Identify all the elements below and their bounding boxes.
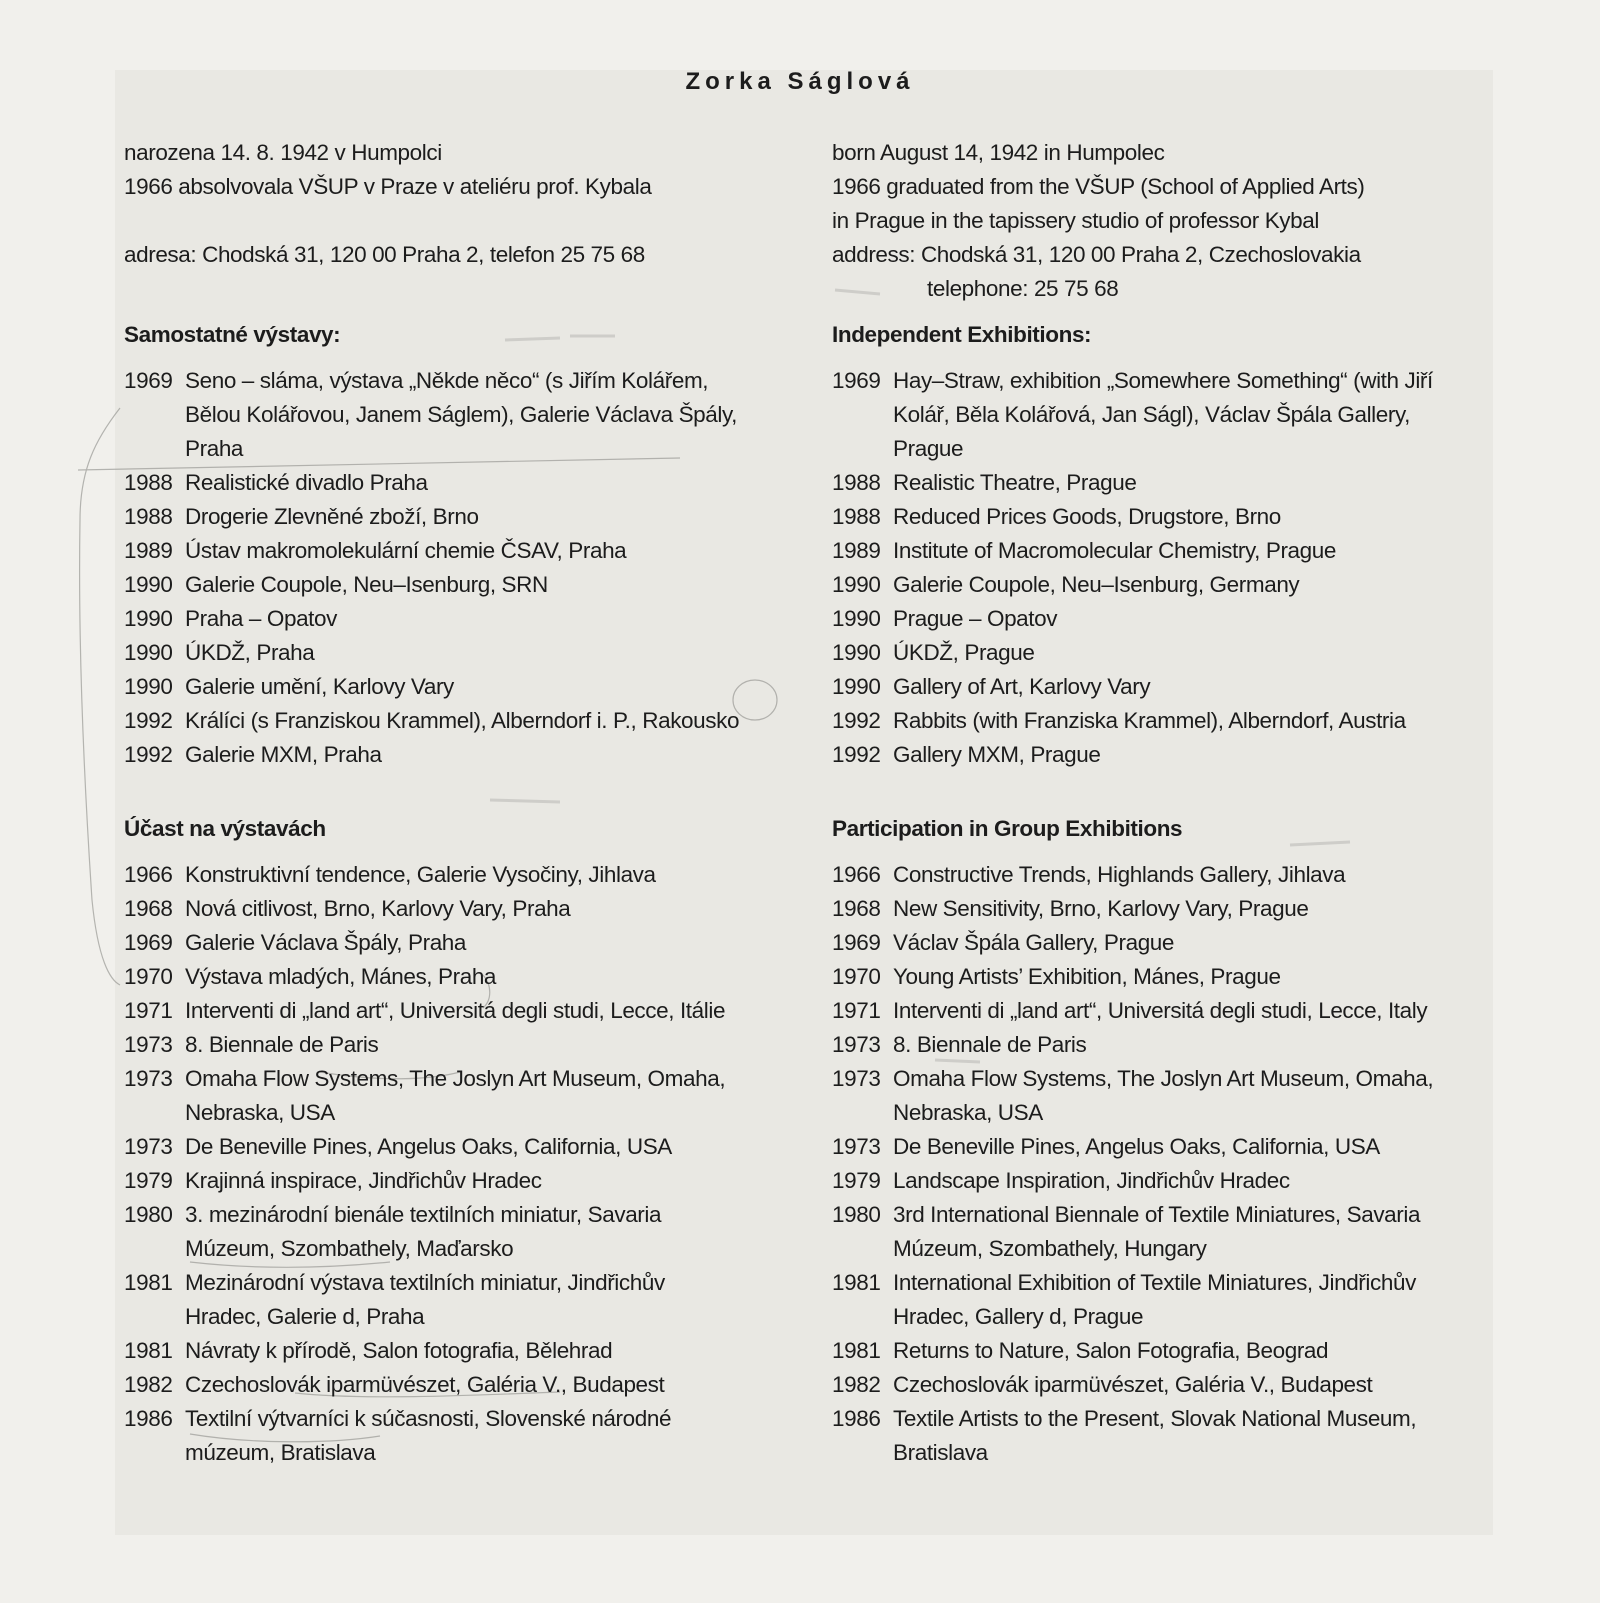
exhibition-year: 1981 (124, 1338, 173, 1363)
exhibition-year: 1992 (124, 742, 173, 767)
exhibition-year: 1986 (832, 1406, 881, 1431)
exhibition-entry (124, 1164, 744, 1198)
telephone-line: telephone: 25 75 68 (927, 276, 1119, 301)
exhibition-text: Constructive Trends, Highlands Gallery, Jihlava (893, 862, 1346, 887)
exhibition-year: 1990 (124, 606, 173, 631)
exhibition-text: Ústav makromolekulární chemie ČSAV, Praha (185, 538, 627, 563)
exhibition-year: 1971 (832, 998, 881, 1023)
exhibition-year: 1988 (124, 504, 173, 529)
exhibition-entry (832, 1028, 1452, 1062)
exhibition-year: 1968 (832, 896, 881, 921)
exhibition-entry (832, 568, 1452, 602)
exhibition-text: 8. Biennale de Paris (893, 1032, 1087, 1057)
exhibition-entry (832, 636, 1452, 670)
exhibition-entry (124, 1334, 744, 1368)
exhibition-year: 1992 (832, 708, 881, 733)
exhibition-entry (832, 670, 1452, 704)
exhibition-year: 1970 (124, 964, 173, 989)
exhibition-text: Interventi di „land art“, Universitá degli studi, Lecce, Itálie (185, 998, 726, 1023)
exhibition-year: 1990 (124, 640, 173, 665)
exhibition-year: 1990 (832, 572, 881, 597)
exhibition-year: 1973 (832, 1134, 881, 1159)
exhibition-year: 1982 (124, 1372, 173, 1397)
exhibition-entry (124, 704, 744, 738)
exhibition-year: 1969 (124, 930, 173, 955)
exhibition-text: Returns to Nature, Salon Fotografia, Beograd (893, 1338, 1329, 1363)
exhibition-year: 1990 (124, 572, 173, 597)
exhibition-year: 1981 (124, 1270, 173, 1295)
exhibition-year: 1968 (124, 896, 173, 921)
exhibition-year: 1973 (124, 1032, 173, 1057)
exhibition-entry (124, 636, 744, 670)
exhibition-year: 1973 (124, 1066, 173, 1091)
exhibition-year: 1969 (832, 930, 881, 955)
exhibition-text: Seno – sláma, výstava „Někde něco“ (s Jiřím Kolářem, Bělou Kolářovou, Janem Ságlem), Galerie Václava Špály, Praha (185, 368, 738, 461)
exhibition-text: Landscape Inspiration, Jindřichův Hradec (893, 1168, 1290, 1193)
exhibition-text: Králíci (s Franziskou Krammel), Alberndorf i. P., Rakousko (185, 708, 740, 733)
exhibition-text: Hay–Straw, exhibition „Somewhere Something“ (with Jiří Kolář, Běla Kolářová, Jan Ságl), Václav Špála Gallery, Prague (893, 368, 1433, 461)
exhibition-year: 1966 (832, 862, 881, 887)
bio-line: in Prague in the tapissery studio of professor Kybal (832, 208, 1319, 233)
exhibition-text: 3. mezinárodní bienále textilních miniatur, Savaria Múzeum, Szombathely, Maďarsko (185, 1202, 662, 1261)
exhibition-entry (832, 1164, 1452, 1198)
exhibition-entry (832, 534, 1452, 568)
group-exhibitions-list (124, 858, 744, 1470)
exhibition-text: Reduced Prices Goods, Drugstore, Brno (893, 504, 1281, 529)
exhibition-entry (124, 364, 744, 466)
group-exhibitions-heading: Účast na výstavách (124, 816, 326, 841)
exhibition-entry (124, 1402, 744, 1470)
exhibition-entry (124, 994, 744, 1028)
exhibition-year: 1986 (124, 1406, 173, 1431)
exhibition-text: Nová citlivost, Brno, Karlovy Vary, Praha (185, 896, 571, 921)
exhibition-year: 1992 (832, 742, 881, 767)
exhibition-text: Young Artists’ Exhibition, Mánes, Prague (893, 964, 1281, 989)
exhibition-entry (124, 960, 744, 994)
solo-exhibitions-heading: Independent Exhibitions: (832, 322, 1092, 347)
exhibition-text: Realistické divadlo Praha (185, 470, 428, 495)
exhibition-text: Prague – Opatov (893, 606, 1058, 631)
exhibition-text: Galerie Václava Špály, Praha (185, 930, 467, 955)
exhibition-text: Textilní výtvarníci k súčasnosti, Slovenské národné múzeum, Bratislava (185, 1406, 672, 1465)
exhibition-text: Praha – Opatov (185, 606, 337, 631)
exhibition-entry (832, 738, 1452, 772)
exhibition-text: Drogerie Zlevněné zboží, Brno (185, 504, 479, 529)
exhibition-text: Galerie Coupole, Neu–Isenburg, SRN (185, 572, 548, 597)
exhibition-entry (124, 602, 744, 636)
exhibition-year: 1988 (832, 504, 881, 529)
exhibition-entry (124, 534, 744, 568)
exhibition-text: Realistic Theatre, Prague (893, 470, 1137, 495)
exhibition-text: Czechoslovák iparmüvészet, Galéria V., Budapest (185, 1372, 665, 1397)
exhibition-year: 1969 (124, 368, 173, 393)
exhibition-text: Galerie MXM, Praha (185, 742, 382, 767)
exhibition-year: 1980 (832, 1202, 881, 1227)
exhibition-year: 1970 (832, 964, 881, 989)
exhibition-text: Textile Artists to the Present, Slovak National Museum, Bratislava (893, 1406, 1417, 1465)
exhibition-year: 1982 (832, 1372, 881, 1397)
exhibition-year: 1969 (832, 368, 881, 393)
exhibition-entry (832, 1266, 1452, 1334)
exhibition-text: New Sensitivity, Brno, Karlovy Vary, Prague (893, 896, 1309, 921)
exhibition-entry (832, 466, 1452, 500)
exhibition-entry (832, 858, 1452, 892)
exhibition-entry (832, 960, 1452, 994)
exhibition-entry (832, 1062, 1452, 1130)
exhibition-text: Omaha Flow Systems, The Joslyn Art Museum, Omaha, Nebraska, USA (185, 1066, 726, 1125)
exhibition-text: Mezinárodní výstava textilních miniatur, Jindřichův Hradec, Galerie d, Praha (185, 1270, 665, 1329)
exhibition-entry (124, 1198, 744, 1266)
exhibition-entry (124, 1130, 744, 1164)
exhibition-text: De Beneville Pines, Angelus Oaks, California, USA (185, 1134, 672, 1159)
exhibition-year: 1980 (124, 1202, 173, 1227)
exhibition-text: ÚKDŽ, Praha (185, 640, 315, 665)
bio-line: 1966 graduated from the VŠUP (School of Applied Arts) (832, 174, 1365, 199)
exhibition-text: De Beneville Pines, Angelus Oaks, California, USA (893, 1134, 1380, 1159)
czech-column (124, 136, 744, 1470)
exhibition-text: Omaha Flow Systems, The Joslyn Art Museum, Omaha, Nebraska, USA (893, 1066, 1434, 1125)
exhibition-year: 1988 (832, 470, 881, 495)
exhibition-text: 3rd International Biennale of Textile Miniatures, Savaria Múzeum, Szombathely, Hungary (893, 1202, 1421, 1261)
exhibition-text: Czechoslovák iparmüvészet, Galéria V., Budapest (893, 1372, 1373, 1397)
exhibition-year: 1971 (124, 998, 173, 1023)
exhibition-year: 1973 (124, 1134, 173, 1159)
exhibition-entry (124, 466, 744, 500)
exhibition-entry (124, 738, 744, 772)
exhibition-entry (832, 1402, 1452, 1470)
exhibition-text: Rabbits (with Franziska Krammel), Alberndorf, Austria (893, 708, 1406, 733)
exhibition-year: 1990 (832, 674, 881, 699)
exhibition-text: Návraty k přírodě, Salon fotografia, Bělehrad (185, 1338, 613, 1363)
exhibition-entry (832, 994, 1452, 1028)
exhibition-entry (124, 1028, 744, 1062)
exhibition-year: 1973 (832, 1066, 881, 1091)
page-title: Zorka Ságlová (685, 68, 915, 95)
exhibition-year: 1988 (124, 470, 173, 495)
exhibition-year: 1989 (124, 538, 173, 563)
exhibition-year: 1979 (832, 1168, 881, 1193)
group-exhibitions-heading: Participation in Group Exhibitions (832, 816, 1183, 841)
exhibition-year: 1981 (832, 1270, 881, 1295)
exhibition-text: Výstava mladých, Mánes, Praha (185, 964, 497, 989)
exhibition-text: Konstruktivní tendence, Galerie Vysočiny, Jihlava (185, 862, 656, 887)
exhibition-year: 1981 (832, 1338, 881, 1363)
exhibition-text: Gallery of Art, Karlovy Vary (893, 674, 1151, 699)
exhibition-year: 1990 (832, 640, 881, 665)
group-exhibitions-list (832, 858, 1452, 1470)
exhibition-entry (124, 1062, 744, 1130)
bio-line: narozena 14. 8. 1942 v Humpolci (124, 140, 442, 165)
exhibition-entry (124, 568, 744, 602)
solo-exhibitions-heading: Samostatné výstavy: (124, 322, 341, 347)
exhibition-year: 1989 (832, 538, 881, 563)
english-column (832, 136, 1452, 1470)
exhibition-text: Krajinná inspirace, Jindřichův Hradec (185, 1168, 542, 1193)
bio-line: 1966 absolvovala VŠUP v Praze v ateliéru prof. Kybala (124, 174, 652, 199)
exhibition-text: Galerie umění, Karlovy Vary (185, 674, 454, 699)
exhibition-entry (832, 1198, 1452, 1266)
exhibition-year: 1992 (124, 708, 173, 733)
exhibition-text: Institute of Macromolecular Chemistry, Prague (893, 538, 1337, 563)
exhibition-text: ÚKDŽ, Prague (893, 640, 1035, 665)
exhibition-entry (124, 926, 744, 960)
exhibition-year: 1973 (832, 1032, 881, 1057)
exhibition-text: Galerie Coupole, Neu–Isenburg, Germany (893, 572, 1300, 597)
exhibition-entry (124, 892, 744, 926)
exhibition-entry (124, 1266, 744, 1334)
exhibition-entry (832, 926, 1452, 960)
exhibition-text: Gallery MXM, Prague (893, 742, 1101, 767)
exhibition-entry (832, 1334, 1452, 1368)
exhibition-year: 1990 (124, 674, 173, 699)
exhibition-entry (832, 1130, 1452, 1164)
exhibition-text: Václav Špála Gallery, Prague (893, 930, 1175, 955)
exhibition-year: 1966 (124, 862, 173, 887)
bio-line: born August 14, 1942 in Humpolec (832, 140, 1165, 165)
exhibition-entry (832, 602, 1452, 636)
exhibition-entry (124, 858, 744, 892)
exhibition-entry (832, 704, 1452, 738)
exhibition-entry (832, 892, 1452, 926)
exhibition-text: International Exhibition of Textile Miniatures, Jindřichův Hradec, Gallery d, Prague (893, 1270, 1416, 1329)
exhibition-entry (124, 670, 744, 704)
exhibition-year: 1990 (832, 606, 881, 631)
address-line: address: Chodská 31, 120 00 Praha 2, Czechoslovakia (832, 242, 1361, 267)
exhibition-year: 1979 (124, 1168, 173, 1193)
solo-exhibitions-list (124, 364, 744, 772)
exhibition-entry (124, 500, 744, 534)
solo-exhibitions-list (832, 364, 1452, 772)
exhibition-text: Interventi di „land art“, Universitá degli studi, Lecce, Italy (893, 998, 1428, 1023)
exhibition-entry (832, 364, 1452, 466)
exhibition-text: 8. Biennale de Paris (185, 1032, 379, 1057)
exhibition-entry (832, 1368, 1452, 1402)
exhibition-entry (124, 1368, 744, 1402)
exhibition-entry (832, 500, 1452, 534)
address-line: adresa: Chodská 31, 120 00 Praha 2, telefon 25 75 68 (124, 242, 645, 267)
